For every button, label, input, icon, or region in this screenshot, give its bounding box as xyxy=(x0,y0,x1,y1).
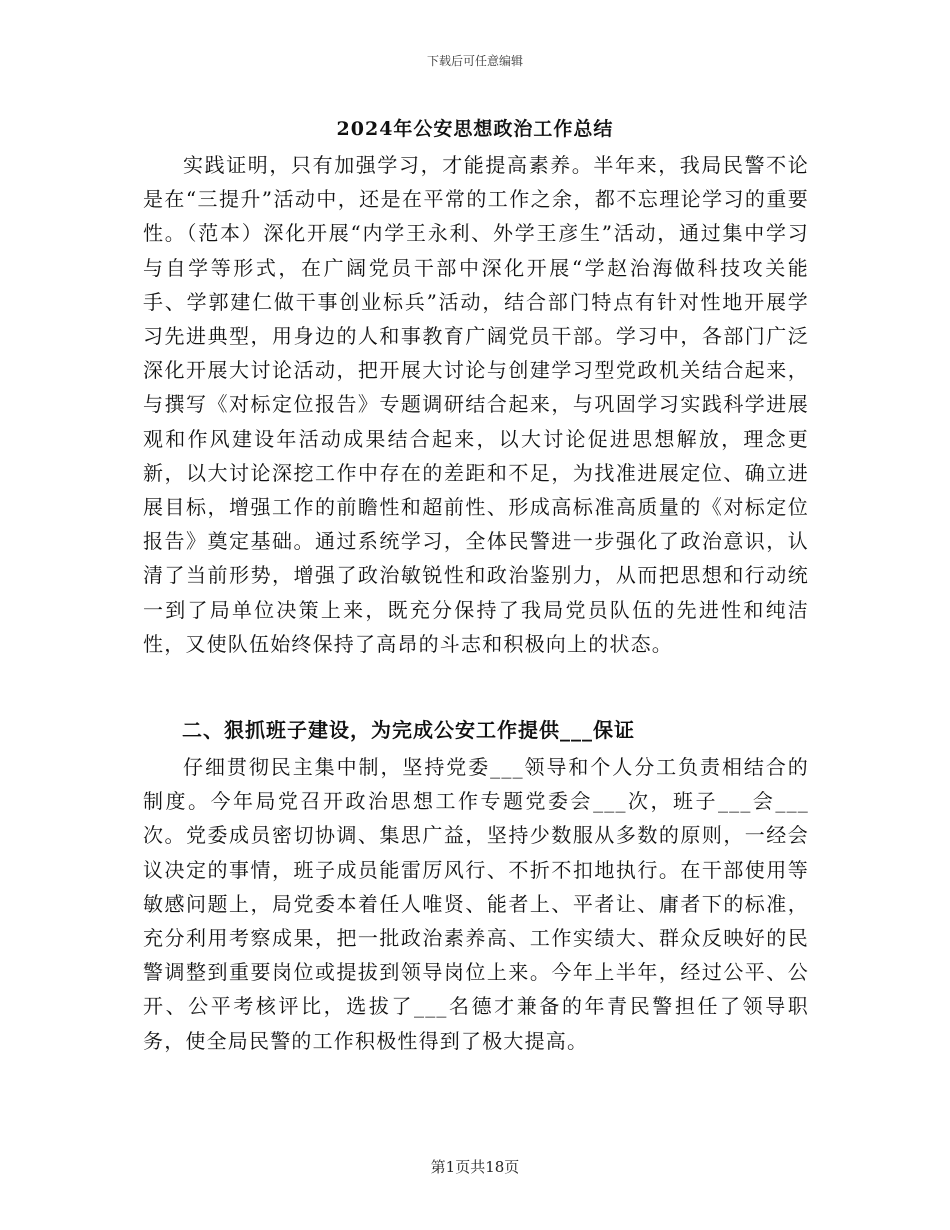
document-title: 2024年公安思想政治工作总结 xyxy=(336,118,614,140)
header-note: 下载后可任意编辑 xyxy=(426,54,523,68)
page-footer: 第1页共18页 xyxy=(430,1158,520,1176)
body-paragraph-2: 仔细贯彻民主集中制，坚持党委___领导和个人分工负责相结合的制度。今年局党召开政治思想工作专题党委会___次，班子___会___次。党委成员密切协调、集思广益，坚持少数服从多数的原则，一经会议决定的事情，班子成员能雷厉风行、不折不扣地执行。在干部使用等敏感问题上，局党委本着任人唯贤、能者上、平者让、庸者下的标准，充分利用考察成果，把一批政治素养高、工作实绩大、群众反映好的民警调整到重要岗位或提拔到领导岗位上来。今年上半年，经过公平、公开、公平考核评比，选拔了___名德才兼备的年青民警担任了领导职务，使全局民警的工作积极性得到了极大提高。 xyxy=(143,755,809,1053)
body-paragraph-1: 实践证明，只有加强学习，才能提高素养。半年来，我局民警不论是在“三提升”活动中，还是在平常的工作之余，都不忘理论学习的重要性。（范本）深化开展“内学王永利、外学王彦生”活动，通过集中学习与自学等形式，在广阔党员干部中深化开展“学赵治海做科技攻关能手、学郭建仁做干事创业标兵”活动，结合部门特点有针对性地开展学习先进典型，用身边的人和事教育广阔党员干部。学习中，各部门广泛深化开展大讨论活动，把开展大讨论与创建学习型党政机关结合起来，与撰写《对标定位报告》专题调研结合起来，与巩固学习实践科学进展观和作风建设年活动成果结合起来，以大讨论促进思想解放，理念更新，以大讨论深挖工作中存在的差距和不足，为找准进展定位、确立进展目标，增强工作的前瞻性和超前性、形成高标准高质量的《对标定位报告》奠定基础。通过系统学习，全体民警进一步强化了政治意识，认清了当前形势，增强了政治敏锐性和政治鉴别力，从而把思想和行动统一到了局单位决策上来，既充分保持了我局党员队伍的先进性和纯洁性，又使队伍始终保持了高昂的斗志和积极向上的状态。 xyxy=(143,153,809,656)
section-heading: 二、狠抓班子建设，为完成公安工作提供___保证 xyxy=(182,718,635,742)
